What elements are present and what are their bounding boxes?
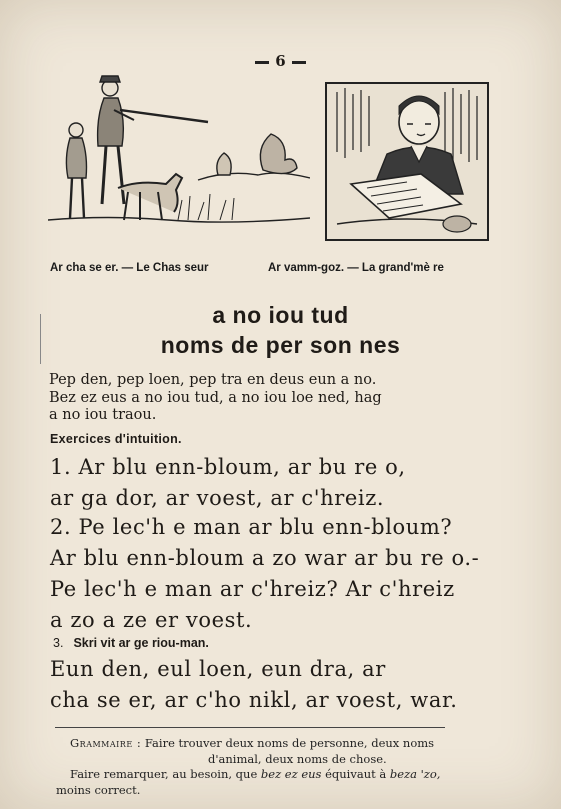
exercise-3 [50,654,495,716]
exercise-line: 2. Pe lec'h e man ar blu enn-bloum? [50,515,453,539]
caption-grandmother: Ar vamm-goz. — La grand'mè re [268,262,444,274]
hunter-illustration [48,70,310,240]
intro-paragraph [49,372,491,425]
footnote-breton-term: beza 'zo, [389,767,441,781]
footnote-text: Faire remarquer, au besoin, que [70,767,258,781]
footnote-text: équivaut à [325,767,387,781]
exercise-line: a zo a ze er voest. [50,608,253,632]
footnote-line: d'animal, deux noms de chose. [208,751,387,766]
footnote-divider [55,727,445,728]
intro-line: Pep den, pep loen, pep tra en deus eun a no. [49,372,377,388]
intro-line: a no iou traou. [49,407,157,423]
exercise-line: Eun den, eul loen, eun dra, ar [50,657,386,681]
footnote-line [56,736,496,752]
exercise-line: Ar blu enn-bloum a zo war ar bu re o.- [50,546,480,570]
ornament-dash-left [255,61,269,64]
page-number [0,52,561,70]
exercise-line: ar ga dor, ar voest, ar c'hreiz. [50,486,385,510]
lesson-title-french: noms de per son nes [160,332,401,358]
caption-hunter: Ar cha se er. — Le Chas seur [50,262,209,274]
exercise-1 [50,452,495,514]
exercise-2 [50,512,495,636]
exercise-line: Pe lec'h e man ar c'hreiz? Ar c'hreiz [50,577,455,601]
exercise-3-heading [53,636,209,650]
exercise-3-label: Skri vit ar ge riou-man. [73,636,209,650]
intro-line: Bez ez eus a no iou tud, a no iou loe ned, hag [49,389,382,406]
exercise-line: cha se er, ar c'ho nikl, ar voest, war. [50,688,458,712]
footnote-text: Faire trouver deux noms de personne, deux noms [144,736,435,750]
page-number-text: 6 [275,52,286,70]
grandmother-illustration [325,82,489,241]
footnote-lead: Grammaire : [70,736,142,750]
footnote [56,736,496,798]
exercise-3-number: 3. [53,636,64,650]
footnote-line: moins correct. [56,782,141,797]
exercise-line: 1. Ar blu enn-bloum, ar bu re o, [50,455,406,479]
ornament-dash-right [292,61,306,64]
lesson-title-breton: a no iou tud [212,302,349,328]
exercises-heading: Exercices d'intuition. [50,432,182,446]
footnote-line [56,767,496,783]
footnote-breton-term: bez ez eus [260,767,322,781]
